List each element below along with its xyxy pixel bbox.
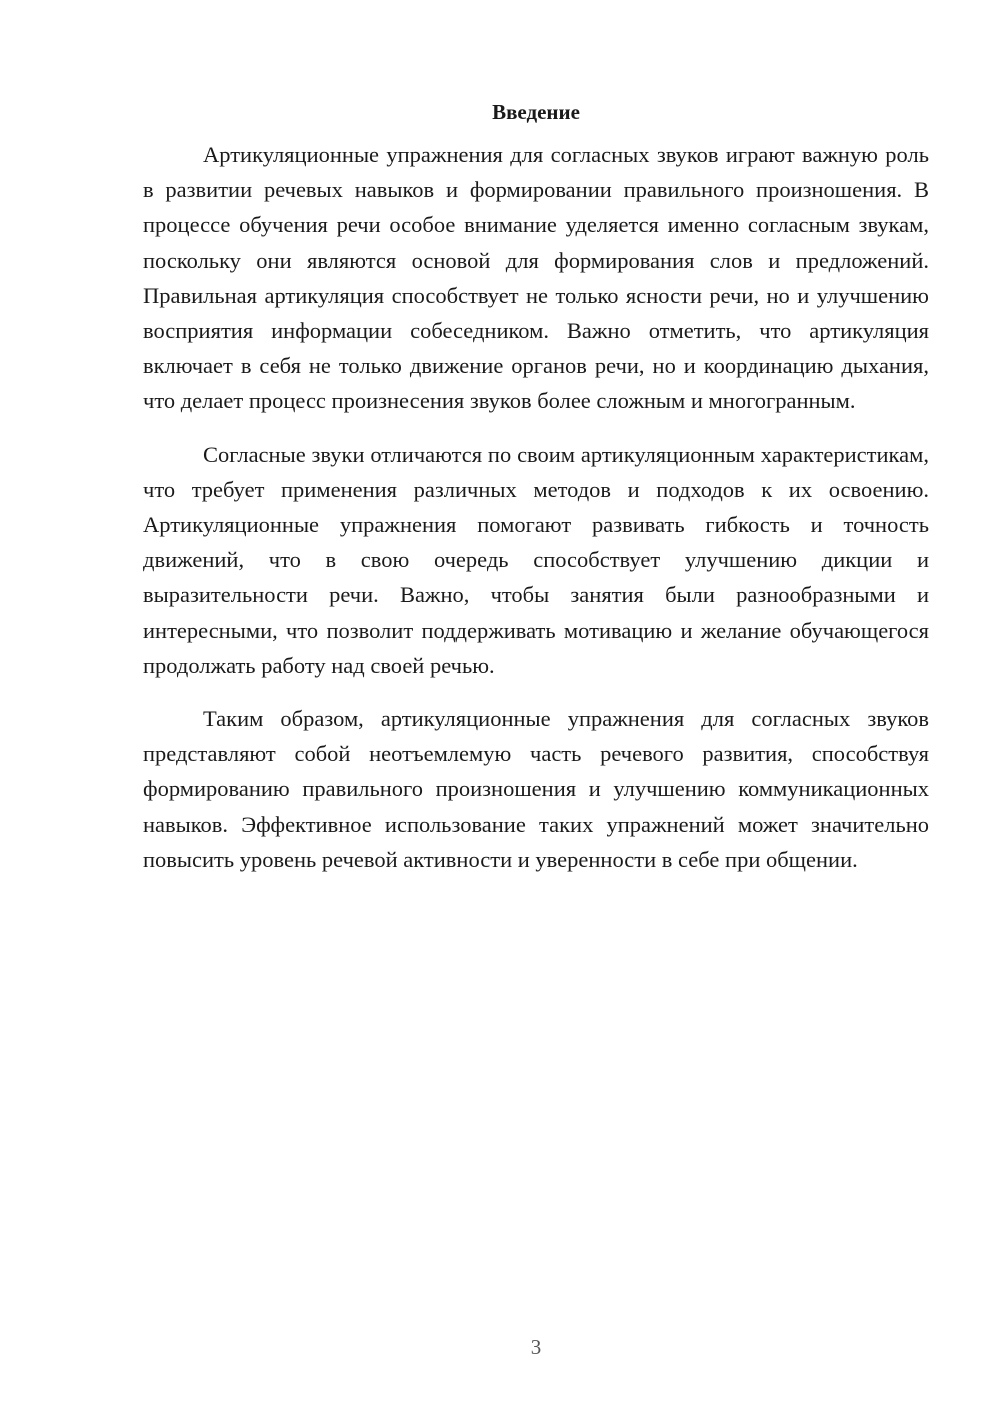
page-content — [143, 95, 929, 877]
page-number: 3 — [530, 1335, 542, 1359]
section-title: Введение — [492, 100, 580, 124]
paragraph-3: Таким образом, артикуляционные упражнения для согласных звуков представляют собой неотъемлемую часть речевого развития, способствуя формированию правильного произношения и улучшению коммуникационных навыков. Эффективное использование таких упражнений может значительно повысить уровень речевой активности и уверенности в себе при общении. — [143, 706, 929, 872]
paragraph-2: Согласные звуки отличаются по своим артикуляционным характеристикам, что требует применения различных методов и подходов к их освоению. Артикуляционные упражнения помогают развивать гибкость и точность движений, что в свою очередь способствует улучшению дикции и выразительности речи. Важно, чтобы занятия были разнообразными и интересными, что позволит поддерживать мотивацию и желание обучающегося продолжать работу над своей речью. — [143, 441, 929, 678]
paragraph-1: Артикуляционные упражнения для согласных звуков играют важную роль в развитии речевых навыков и формировании правильного произношения. В процессе обучения речи особое внимание уделяется именно согласным звукам, поскольку они являются основой для формирования слов и предложений. Правильная артикуляция способствует не только ясности речи, но и улучшению восприятия информации собеседником. Важно отметить, что артикуляция включает в себя не только движение органов речи, но и координацию дыхания, что делает процесс произнесения звуков более сложным и многогранным. — [143, 142, 929, 414]
